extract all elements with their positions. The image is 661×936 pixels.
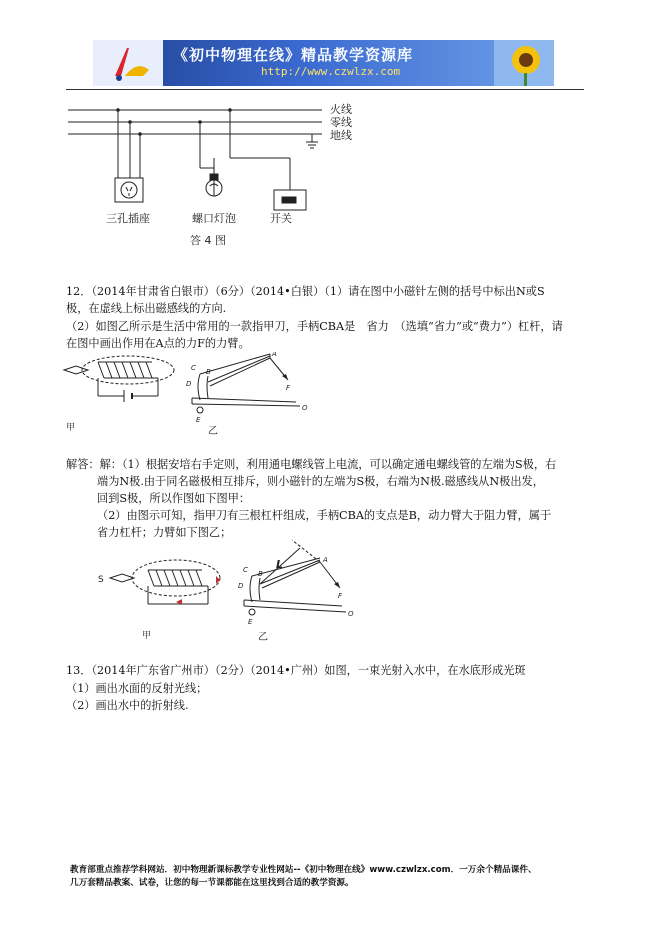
answer-figure xyxy=(96,540,366,644)
solenoid-coil xyxy=(98,362,158,378)
label-live: 火线 xyxy=(330,103,352,116)
label-socket: 三孔插座 xyxy=(106,212,150,225)
fig2-pt-e: E xyxy=(196,416,201,424)
fig3-pt-o: O xyxy=(348,610,354,618)
answer12-line2: 端为N极.由于同名磁极相互排斥，则小磁针的左端为S极，右端为N极.磁感线从N极出发， xyxy=(97,475,544,488)
label-ground: 地线 xyxy=(330,129,352,142)
nail-clipper xyxy=(192,354,300,413)
fig3-pt-d: D xyxy=(238,582,244,590)
answer12-line4: （2）由图示可知，指甲刀有三根杠杆组成，手柄CBA的支点是B，动力臂大于阻力臂，属于 xyxy=(97,509,552,522)
fig2-pt-f: F xyxy=(286,384,291,392)
header-banner xyxy=(93,40,554,86)
fig3-label-s: S xyxy=(98,575,104,585)
label-switch: 开关 xyxy=(270,212,292,225)
label-bulb: 螺口灯泡 xyxy=(192,212,236,225)
fig2-label-yi: 乙 xyxy=(208,426,218,437)
fig2-pt-a: A xyxy=(272,352,277,358)
figure-caption: 答 4 图 xyxy=(190,234,226,247)
fig2-pt-o: O xyxy=(302,404,308,412)
question-figure xyxy=(60,352,320,440)
answer12-line3: 回到S极，所以作图如下图甲： xyxy=(97,492,251,505)
q12-line1: 12．（2014年甘肃省白银市）（6分）（2014•白银）（1）请在图中小磁针左侧的括号中标出N或S xyxy=(66,285,545,298)
answer12-line5: 省力杠杆；力臂如下图乙； xyxy=(97,526,232,539)
fig3-pt-e: E xyxy=(248,618,253,626)
fig3-pt-a: A xyxy=(323,556,328,564)
fig3-label-l: L xyxy=(276,558,284,571)
footer-line2: 几万套精品教案、试卷，让您的每一节课都能在这里找到合适的教学资源。 xyxy=(70,878,354,888)
logo-icon xyxy=(93,40,163,86)
fig2-pt-b: B xyxy=(206,368,211,376)
banner-title: 《初中物理在线》精品教学资源库 xyxy=(173,46,414,64)
q13-line2: （1）画出水面的反射光线； xyxy=(66,682,208,695)
banner-url: http://www.czwlzx.com xyxy=(261,65,401,78)
fig3-pt-b: B xyxy=(258,570,263,578)
q12-line2: 极，在虚线上标出磁感线的方向. xyxy=(66,302,227,315)
q13-line1: 13．（2014年广东省广州市）（2分）（2014•广州）如图，一束光射入水中，在水底形成光斑 xyxy=(66,664,526,677)
label-neutral: 零线 xyxy=(330,116,352,129)
answer12-line1: 解答：解：（1）根据安培右手定则，利用通电螺线管上电流，可以确定通电螺线管的左端为S极，右 xyxy=(66,458,557,471)
fig3-pt-f: F xyxy=(338,592,343,600)
q12-line3: （2）如图乙所示是生活中常用的一款指甲刀，手柄CBA是 省力 （选填“省力”或“费力”）杠杆，请 xyxy=(66,320,563,333)
q13-line3: （2）画出水中的折射线. xyxy=(66,699,189,712)
compass-needle xyxy=(64,366,88,374)
fig3-label-yi: 乙 xyxy=(258,632,268,643)
answer-compass-needle xyxy=(110,574,134,582)
sunflower-icon xyxy=(494,40,554,86)
fig2-label-jia: 甲 xyxy=(66,423,76,433)
fig3-label-jia: 甲 xyxy=(142,631,152,641)
header-rule xyxy=(66,89,584,90)
fig2-pt-c: C xyxy=(191,364,196,372)
q12-line4: 在图中画出作用在A点的力F的力臂。 xyxy=(66,337,250,350)
footer-line1: 教育部重点推荐学科网站．初中物理新课标教学专业性网站--《初中物理在线》www.czwlzx.com．一万余个精品课件、 xyxy=(70,865,537,875)
answer-solenoid-coil xyxy=(148,570,208,586)
circuit-figure xyxy=(60,98,370,258)
fig2-pt-d: D xyxy=(186,380,192,388)
fig3-pt-c: C xyxy=(243,566,248,574)
